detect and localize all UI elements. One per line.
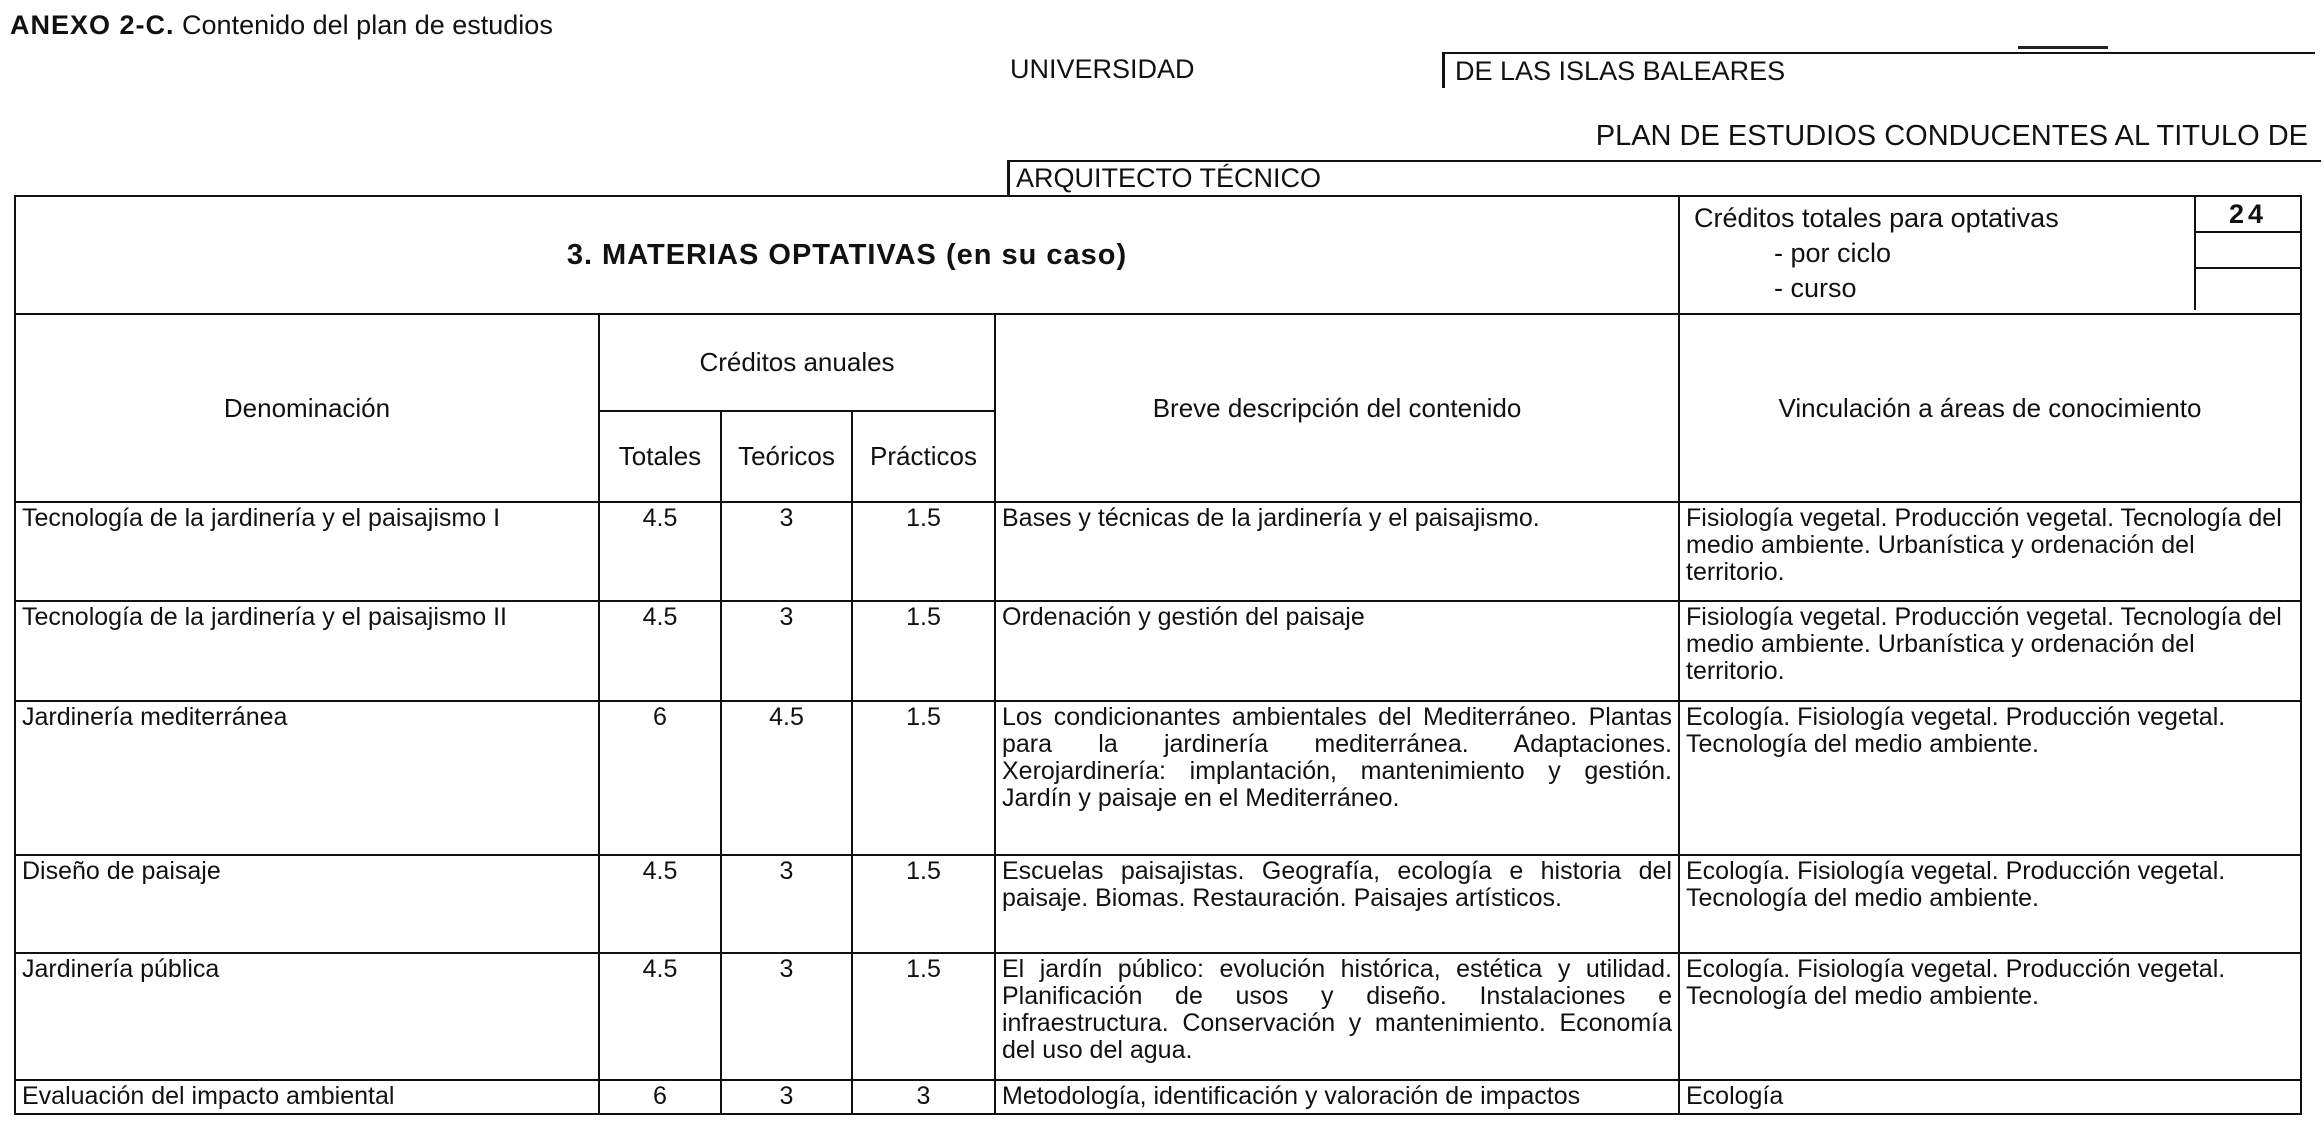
university-label: UNIVERSIDAD: [1010, 54, 1195, 84]
credits-total: 4.5: [599, 855, 721, 953]
credits-practice: 1.5: [852, 701, 995, 855]
credits-theory: 3: [721, 601, 852, 701]
subject-description: El jardín público: evolución histórica, estética y utilidad. Planificación de usos y diseño. Instalaciones e infraestructura. Conservación y mantenimiento. Economía del uso del agua.: [995, 953, 1679, 1080]
course-value: [2196, 269, 2300, 303]
annex-heading: [10, 10, 553, 41]
credits-total-label: Créditos totales para optativas: [1694, 203, 2059, 233]
credits-total: 6: [599, 701, 721, 855]
subject-description: Bases y técnicas de la jardinería y el paisajismo.: [995, 502, 1679, 601]
knowledge-areas: Fisiología vegetal. Producción vegetal. Tecnología del medio ambiente. Urbanística y ordenación del territorio.: [1679, 601, 2301, 701]
credits-box: [1679, 196, 2301, 314]
subject-description: Escuelas paisajistas. Geografía, ecología e historia del paisaje. Biomas. Restauración. Paisajes artísticos.: [995, 855, 1679, 953]
credits-practice: 3: [852, 1080, 995, 1114]
credits-practice: 1.5: [852, 601, 995, 701]
credits-practice: 1.5: [852, 855, 995, 953]
knowledge-areas: Ecología: [1679, 1080, 2301, 1114]
per-cycle-label: - por ciclo: [1774, 238, 1892, 268]
course-label: - curso: [1774, 273, 1857, 303]
plan-label: PLAN DE ESTUDIOS CONDUCENTES AL TITULO DE: [1595, 120, 2308, 152]
credits-total: 6: [599, 1080, 721, 1114]
table-row: [15, 855, 2301, 953]
credits-total-value: 24: [2196, 197, 2300, 233]
subject-description: Los condicionantes ambientales del Mediterráneo. Plantas para la jardinería mediterránea. Adaptaciones. Xerojardinería: implantación, mantenimiento y gestión. Jardín y paisaje en el Mediterráneo.: [995, 701, 1679, 855]
annex-description: Contenido del plan de estudios: [182, 10, 553, 40]
col-totales: Totales: [599, 411, 721, 502]
col-descripcion: Breve descripción del contenido: [995, 314, 1679, 502]
col-teoricos: Teóricos: [721, 411, 852, 502]
decorative-rule: [2018, 46, 2108, 49]
credits-practice: 1.5: [852, 502, 995, 601]
col-creditos-anuales: Créditos anuales: [599, 314, 995, 411]
table-row: [15, 1080, 2301, 1114]
subject-name: Jardinería mediterránea: [15, 701, 599, 855]
subject-name: Tecnología de la jardinería y el paisajismo II: [15, 601, 599, 701]
section-title: 3. MATERIAS OPTATIVAS (en su caso): [15, 196, 1679, 314]
knowledge-areas: Fisiología vegetal. Producción vegetal. Tecnología del medio ambiente. Urbanística y ordenación del territorio.: [1679, 502, 2301, 601]
credits-theory: 3: [721, 1080, 852, 1114]
degree-title: ARQUITECTO TÉCNICO: [1007, 160, 2321, 195]
section-header-row: [15, 196, 2301, 314]
optional-subjects-table: [14, 195, 2302, 1115]
table-row: [15, 502, 2301, 601]
subject-name: Jardinería pública: [15, 953, 599, 1080]
annex-label: ANEXO 2-C.: [10, 10, 175, 40]
credits-total: 4.5: [599, 601, 721, 701]
table-row: [15, 601, 2301, 701]
credits-theory: 3: [721, 502, 852, 601]
credits-total: 4.5: [599, 953, 721, 1080]
subject-name: Tecnología de la jardinería y el paisajismo I: [15, 502, 599, 601]
per-cycle-value: [2196, 233, 2300, 269]
credits-theory: 3: [721, 953, 852, 1080]
col-denominacion: Denominación: [15, 314, 599, 502]
knowledge-areas: Ecología. Fisiología vegetal. Producción vegetal. Tecnología del medio ambiente.: [1679, 953, 2301, 1080]
credits-total: 4.5: [599, 502, 721, 601]
table-row: [15, 701, 2301, 855]
credits-practice: 1.5: [852, 953, 995, 1080]
university-value: DE LAS ISLAS BALEARES: [1442, 52, 2315, 88]
subject-name: Diseño de paisaje: [15, 855, 599, 953]
column-header-row: [15, 314, 2301, 411]
knowledge-areas: Ecología. Fisiología vegetal. Producción vegetal. Tecnología del medio ambiente.: [1679, 701, 2301, 855]
subject-description: Metodología, identificación y valoración de impactos: [995, 1080, 1679, 1114]
col-practicos: Prácticos: [852, 411, 995, 502]
credits-theory: 4.5: [721, 701, 852, 855]
subject-description: Ordenación y gestión del paisaje: [995, 601, 1679, 701]
knowledge-areas: Ecología. Fisiología vegetal. Producción vegetal. Tecnología del medio ambiente.: [1679, 855, 2301, 953]
subject-name: Evaluación del impacto ambiental: [15, 1080, 599, 1114]
credits-theory: 3: [721, 855, 852, 953]
col-vinculacion: Vinculación a áreas de conocimiento: [1679, 314, 2301, 502]
table-row: [15, 953, 2301, 1080]
